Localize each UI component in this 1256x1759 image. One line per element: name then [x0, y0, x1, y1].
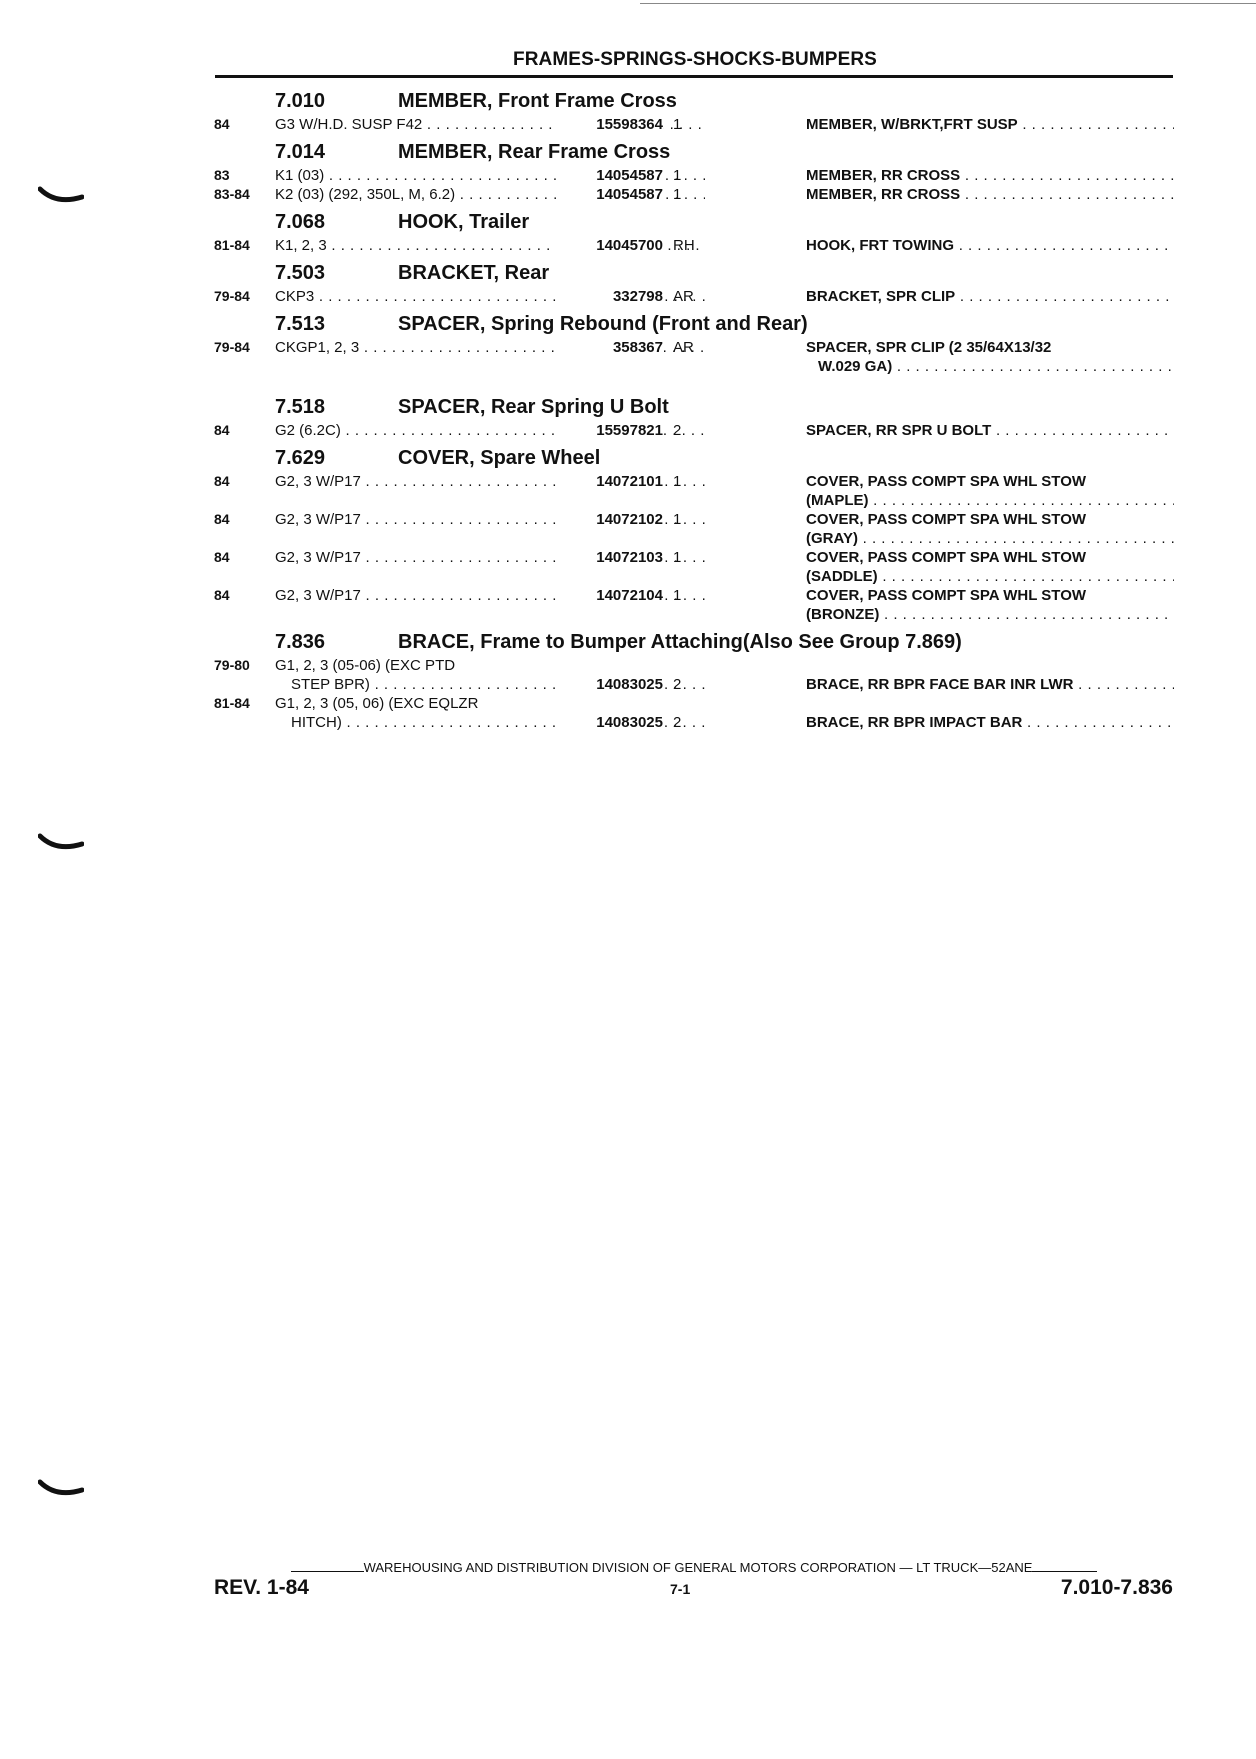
- part-entry: [214, 421, 1174, 440]
- part-number: 15597821: [556, 421, 663, 440]
- title-rule: [215, 75, 1173, 78]
- part-description: [806, 338, 1174, 376]
- revision-label: REV. 1-84: [214, 1576, 309, 1599]
- model-usage: G2, 3 W/P17 . . .: [275, 510, 705, 529]
- part-number: 14072104: [556, 586, 663, 605]
- section-7-503: [214, 260, 1174, 306]
- quantity: 2: [673, 714, 682, 731]
- quantity: 1: [673, 186, 682, 203]
- binder-hole-mark-bottom: [38, 1478, 84, 1500]
- part-number: 14083025: [556, 675, 663, 694]
- model-year: 83-84: [214, 186, 250, 202]
- binder-hole-mark-top: [38, 185, 84, 207]
- model-usage: CKP3 . . .: [275, 287, 705, 306]
- part-description: [806, 510, 1174, 548]
- model-usage-line-1: G1, 2, 3 (05-06) (EXC PTD: [275, 657, 456, 674]
- footer-division-text: WAREHOUSING AND DISTRIBUTION DIVISION OF GENERAL MOTORS CORPORATION — LT TRUCK—52ANE: [363, 1560, 1033, 1575]
- model-year: 84: [214, 511, 230, 527]
- part-number: 14072103: [556, 548, 663, 567]
- description-line-1: SPACER, SPR CLIP (2 35/64X13/32: [806, 339, 1052, 356]
- section-heading: [214, 139, 1174, 166]
- part-number: 14054587: [556, 185, 663, 204]
- model-usage-line-1: G1, 2, 3 (05, 06) (EXC EQLZR: [275, 695, 479, 712]
- model-year: 81-84: [214, 695, 250, 711]
- part-description: MEMBER, W/BRKT,FRT SUSP . . .: [806, 115, 1174, 134]
- part-entry: [214, 166, 1174, 185]
- part-description: MEMBER, RR CROSS . . .: [806, 185, 1174, 204]
- section-code: 7.503: [275, 262, 326, 284]
- section-7-010: [214, 88, 1174, 134]
- model-usage: K2 (03) (292, 350L, M, 6.2) . . .: [275, 185, 705, 204]
- footer-rule-left: [291, 1571, 364, 1572]
- model-usage: CKGP1, 2, 3 . . .: [275, 338, 705, 357]
- section-heading: [214, 445, 1174, 472]
- footer-rule-right: [1032, 1571, 1097, 1572]
- part-description: [806, 472, 1174, 510]
- part-entry: [214, 338, 1174, 376]
- quantity: AR: [673, 288, 694, 305]
- quantity: 1: [673, 511, 682, 528]
- model-year: 84: [214, 473, 230, 489]
- model-year: 81-84: [214, 237, 250, 253]
- page-title: FRAMES-SPRINGS-SHOCKS-BUMPERS: [513, 49, 877, 70]
- model-year: 79-80: [214, 657, 250, 673]
- part-number: 14045700: [556, 236, 663, 255]
- section-code: 7.518: [275, 396, 326, 418]
- section-7-068: [214, 209, 1174, 255]
- model-usage: G2, 3 W/P17 . . .: [275, 472, 705, 491]
- part-description: BRACE, RR BPR FACE BAR INR LWR . . .: [806, 675, 1174, 694]
- part-number: 358367: [556, 338, 663, 357]
- model-year: 84: [214, 116, 230, 132]
- part-description: MEMBER, RR CROSS . . .: [806, 166, 1174, 185]
- part-entry: [214, 586, 1174, 624]
- description-line-1: COVER, PASS COMPT SPA WHL STOW: [806, 511, 1087, 528]
- section-title: BRACE, Frame to Bumper Attaching(Also See Group 7.869): [398, 631, 962, 653]
- model-year: 84: [214, 549, 230, 565]
- description-line-2: W.029 GA) . . .: [806, 357, 1174, 376]
- part-number: 332798: [556, 287, 663, 306]
- part-entry: [214, 185, 1174, 204]
- description-line-2: (BRONZE) . . .: [806, 605, 1174, 624]
- page-number: 7-1: [670, 1581, 691, 1597]
- section-heading: [214, 311, 1174, 338]
- model-usage: G2, 3 W/P17 . . .: [275, 548, 705, 567]
- quantity: 1: [673, 587, 682, 604]
- model-usage: G2 (6.2C) . . .: [275, 421, 705, 440]
- section-code: 7.836: [275, 631, 326, 653]
- section-heading: [214, 394, 1174, 421]
- section-code: 7.513: [275, 313, 326, 335]
- model-year: 84: [214, 422, 230, 438]
- section-title: BRACKET, Rear: [398, 262, 550, 284]
- footer-division-line: [215, 1560, 1173, 1575]
- quantity: 1: [673, 549, 682, 566]
- section-heading: [214, 260, 1174, 287]
- description-line-1: COVER, PASS COMPT SPA WHL STOW: [806, 549, 1087, 566]
- part-description: SPACER, RR SPR U BOLT . . .: [806, 421, 1174, 440]
- parts-list: [214, 88, 1174, 737]
- model-year: 79-84: [214, 339, 250, 355]
- quantity: AR: [673, 339, 694, 356]
- section-title: MEMBER, Rear Frame Cross: [398, 141, 671, 163]
- part-description: BRACKET, SPR CLIP . . .: [806, 287, 1174, 306]
- model-usage: K1, 2, 3 . . .: [275, 236, 705, 255]
- section-7-014: [214, 139, 1174, 204]
- model-usage: G2, 3 W/P17 . . .: [275, 586, 705, 605]
- part-number: 14072102: [556, 510, 663, 529]
- part-description: [806, 548, 1174, 586]
- model-year: 83: [214, 167, 230, 183]
- part-description: HOOK, FRT TOWING . . .: [806, 236, 1174, 255]
- section-title: SPACER, Spring Rebound (Front and Rear): [398, 313, 808, 335]
- model-year: 79-84: [214, 288, 250, 304]
- section-7-629: [214, 445, 1174, 624]
- quantity: 1: [673, 167, 682, 184]
- section-code: 7.068: [275, 211, 326, 233]
- section-title: COVER, Spare Wheel: [398, 447, 601, 469]
- quantity: RH: [673, 237, 695, 254]
- quantity: 1: [673, 116, 682, 133]
- section-code: 7.010: [275, 90, 326, 112]
- section-code: 7.629: [275, 447, 326, 469]
- description-line-1: COVER, PASS COMPT SPA WHL STOW: [806, 587, 1087, 604]
- description-line-2: (MAPLE) . . .: [806, 491, 1174, 510]
- part-entry: [214, 656, 1174, 694]
- section-7-836: [214, 629, 1174, 732]
- model-usage: K1 (03) . . .: [275, 166, 705, 185]
- group-range: 7.010-7.836: [1060, 1576, 1173, 1599]
- description-line-2: (SADDLE) . . .: [806, 567, 1174, 586]
- section-title: HOOK, Trailer: [398, 211, 530, 233]
- part-entry: [214, 472, 1174, 510]
- part-description: BRACE, RR BPR IMPACT BAR . . .: [806, 713, 1174, 732]
- part-number: 15598364: [556, 115, 663, 134]
- quantity: 2: [673, 676, 682, 693]
- model-usage-line-2: HITCH) . . .: [275, 713, 705, 732]
- section-7-518: [214, 394, 1174, 440]
- section-heading: [214, 629, 1174, 656]
- section-title: SPACER, Rear Spring U Bolt: [398, 396, 669, 418]
- part-entry: [214, 548, 1174, 586]
- description-line-1: COVER, PASS COMPT SPA WHL STOW: [806, 473, 1087, 490]
- scan-top-rule: [640, 3, 1256, 4]
- binder-hole-mark-middle: [38, 832, 84, 854]
- section-7-513: [214, 311, 1174, 376]
- section-heading: [214, 209, 1174, 236]
- part-entry: [214, 287, 1174, 306]
- description-line-2: (GRAY) . . .: [806, 529, 1174, 548]
- part-number: 14083025: [556, 713, 663, 732]
- part-entry: [214, 510, 1174, 548]
- model-usage-line-2: STEP BPR) . . .: [275, 675, 705, 694]
- model-usage: G3 W/H.D. SUSP F42 . . .: [275, 115, 705, 134]
- part-number: 14054587: [556, 166, 663, 185]
- part-description: [806, 586, 1174, 624]
- part-entry: [214, 694, 1174, 732]
- section-title: MEMBER, Front Frame Cross: [398, 90, 677, 112]
- section-code: 7.014: [275, 141, 326, 163]
- section-heading: [214, 88, 1174, 115]
- part-entry: [214, 236, 1174, 255]
- part-number: 14072101: [556, 472, 663, 491]
- quantity: 2: [673, 422, 682, 439]
- model-year: 84: [214, 587, 230, 603]
- part-entry: [214, 115, 1174, 134]
- quantity: 1: [673, 473, 682, 490]
